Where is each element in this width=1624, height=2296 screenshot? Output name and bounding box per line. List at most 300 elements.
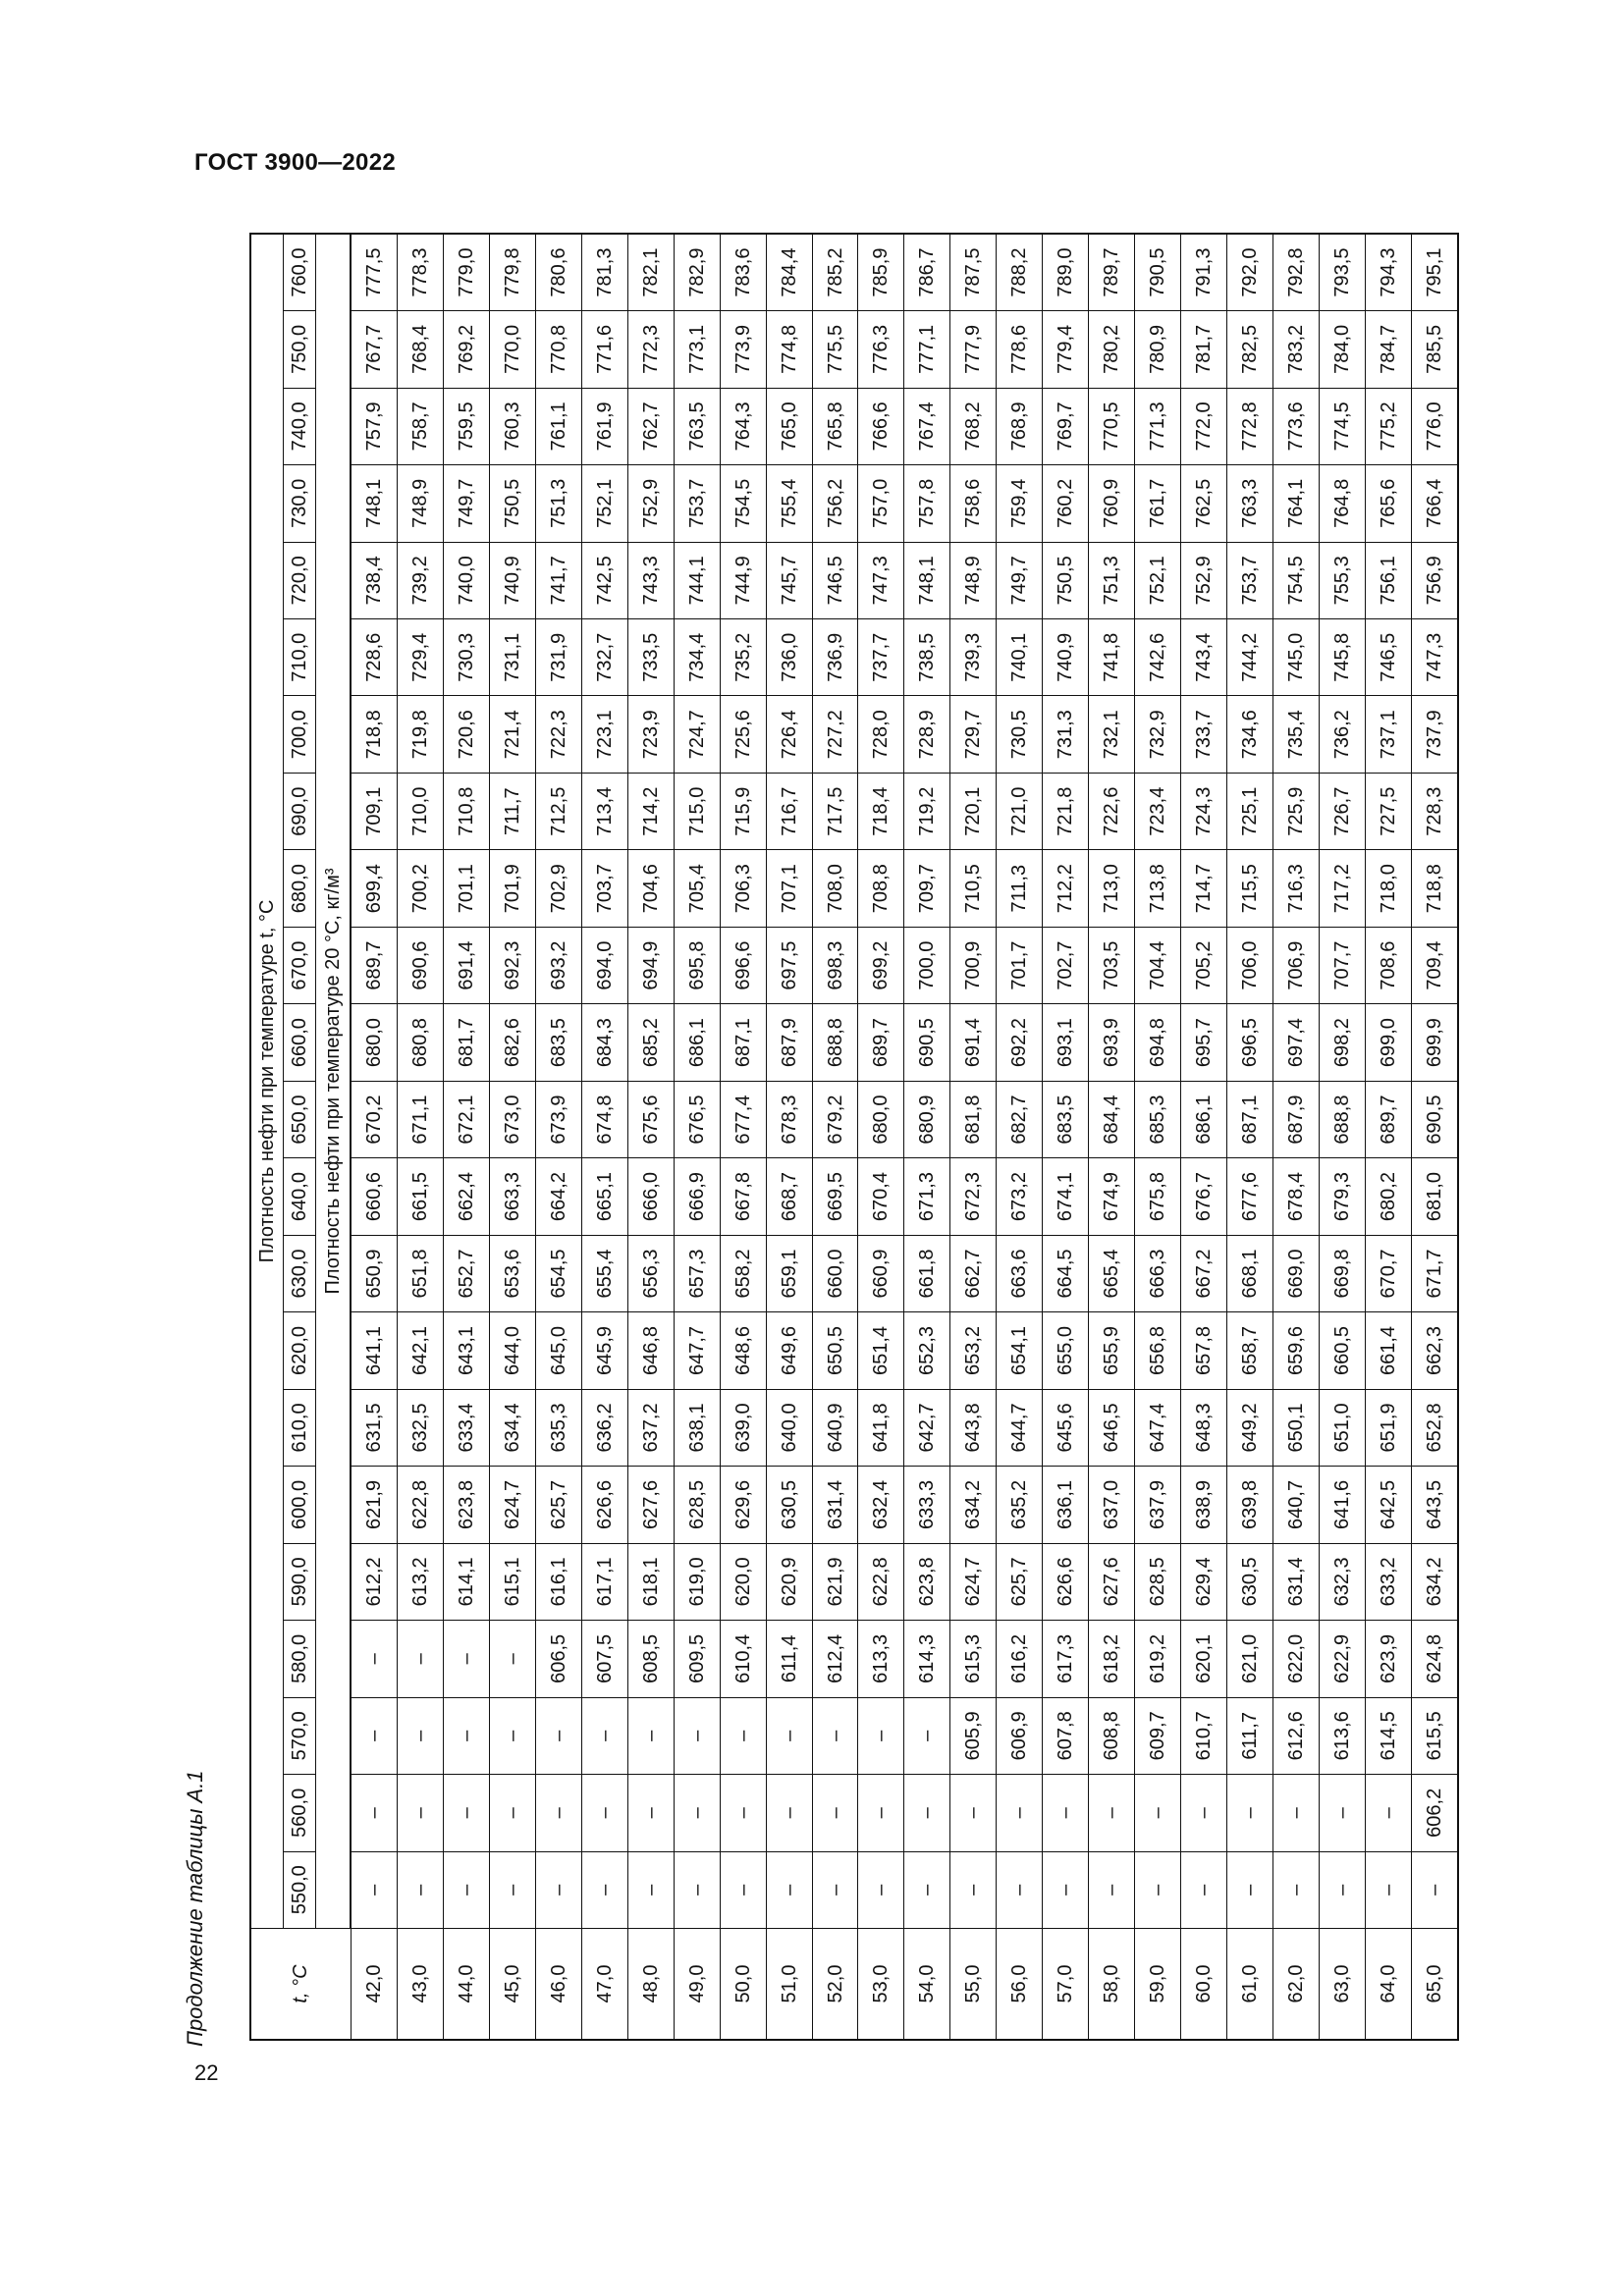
density-cell: 795,1 [1411, 234, 1458, 311]
density-cell: 769,7 [1043, 388, 1089, 464]
density-cell: 767,7 [351, 311, 397, 388]
density-cell: 787,5 [950, 234, 997, 311]
table-row [1273, 234, 1320, 2040]
density-cell: 606,9 [997, 1697, 1043, 1774]
density-cell: 708,0 [812, 850, 858, 927]
density-cell: 650,5 [812, 1312, 858, 1389]
density-cell: 660,5 [1320, 1312, 1366, 1389]
density-cell: 721,0 [997, 773, 1043, 849]
density-cell: 741,8 [1089, 619, 1135, 696]
density-cell: 775,5 [812, 311, 858, 388]
density-column-header: 680,0 [284, 850, 316, 927]
density-cell: 647,4 [1135, 1389, 1181, 1466]
density-cell: 691,4 [950, 1004, 997, 1081]
density-cell: 650,1 [1273, 1389, 1320, 1466]
temperature-cell: 64,0 [1365, 1929, 1411, 2041]
density-cell: 662,7 [950, 1235, 997, 1311]
density-cell: 780,2 [1089, 311, 1135, 388]
density-cell: 737,1 [1365, 696, 1411, 773]
density-cell: 646,5 [1089, 1389, 1135, 1466]
density-cell: 714,2 [627, 773, 674, 849]
header-row-group [250, 234, 284, 2040]
density-cell: – [1227, 1851, 1273, 1928]
density-cell: 667,2 [1181, 1235, 1227, 1311]
density-cell: 783,6 [720, 234, 766, 311]
density-cell: 629,4 [1181, 1543, 1227, 1620]
density-cell: 713,8 [1135, 850, 1181, 927]
density-cell: 606,5 [535, 1621, 581, 1697]
density-cell: 694,9 [627, 927, 674, 1003]
density-cell: 637,0 [1089, 1467, 1135, 1543]
density-cell: – [766, 1851, 812, 1928]
table-row [1365, 234, 1411, 2040]
density-column-header: 600,0 [284, 1467, 316, 1543]
density-cell: 692,3 [489, 927, 535, 1003]
density-table [249, 233, 1459, 2041]
density-cell: 674,1 [1043, 1158, 1089, 1235]
density-cell: 666,3 [1135, 1235, 1181, 1311]
density-cell: 669,5 [812, 1158, 858, 1235]
density-cell: 728,9 [904, 696, 950, 773]
density-cell: – [443, 1851, 489, 1928]
density-cell: 789,0 [1043, 234, 1089, 311]
density-cell: 706,9 [1273, 927, 1320, 1003]
density-cell: 677,6 [1227, 1158, 1273, 1235]
density-cell: 769,2 [443, 311, 489, 388]
density-cell: 662,3 [1411, 1312, 1458, 1389]
density-cell: 658,2 [720, 1235, 766, 1311]
density-cell: 663,3 [489, 1158, 535, 1235]
density-cell: 613,3 [858, 1621, 904, 1697]
density-cell: 693,9 [1089, 1004, 1135, 1081]
density-cell: 757,8 [904, 465, 950, 542]
density-cell: 661,5 [397, 1158, 443, 1235]
density-cell: 633,4 [443, 1389, 489, 1466]
table-row [351, 234, 397, 2040]
density-cell: – [812, 1775, 858, 1851]
density-cell: – [858, 1851, 904, 1928]
density-cell: 782,1 [627, 234, 674, 311]
density-cell: 784,0 [1320, 311, 1366, 388]
density-cell: 611,4 [766, 1621, 812, 1697]
density-cell: 655,0 [1043, 1312, 1089, 1389]
density-cell: 682,6 [489, 1004, 535, 1081]
density-cell: 621,9 [351, 1467, 397, 1543]
density-cell: 725,6 [720, 696, 766, 773]
density-cell: 709,4 [1411, 927, 1458, 1003]
density-cell: 684,3 [581, 1004, 627, 1081]
density-cell: 643,1 [443, 1312, 489, 1389]
density-cell: 784,7 [1365, 311, 1411, 388]
density-cell: – [397, 1775, 443, 1851]
density-cell: 656,8 [1135, 1312, 1181, 1389]
density-cell: 675,6 [627, 1081, 674, 1157]
density-cell: 651,4 [858, 1312, 904, 1389]
density-cell: – [535, 1697, 581, 1774]
density-cell: 726,4 [766, 696, 812, 773]
density-cell: 757,9 [351, 388, 397, 464]
density-subheader: Плотность нефти при температуре 20 °C, кг/м³ [316, 234, 352, 1929]
density-cell: 739,2 [397, 542, 443, 618]
density-cell: 678,4 [1273, 1158, 1320, 1235]
density-cell: 653,6 [489, 1235, 535, 1311]
density-cell: 684,4 [1089, 1081, 1135, 1157]
density-cell: 705,2 [1181, 927, 1227, 1003]
density-cell: 742,5 [581, 542, 627, 618]
density-cell: 681,0 [1411, 1158, 1458, 1235]
density-cell: – [1273, 1775, 1320, 1851]
density-cell: 642,1 [397, 1312, 443, 1389]
density-cell: 788,2 [997, 234, 1043, 311]
density-cell: 725,9 [1273, 773, 1320, 849]
density-column-header: 660,0 [284, 1004, 316, 1081]
density-cell: 730,3 [443, 619, 489, 696]
density-cell: 755,3 [1320, 542, 1366, 618]
density-cell: – [351, 1621, 397, 1697]
density-cell: 721,8 [1043, 773, 1089, 849]
density-cell: 729,7 [950, 696, 997, 773]
density-cell: 738,4 [351, 542, 397, 618]
density-cell: 682,7 [997, 1081, 1043, 1157]
density-cell: 726,7 [1320, 773, 1366, 849]
density-cell: 608,8 [1089, 1697, 1135, 1774]
density-cell: – [950, 1851, 997, 1928]
density-cell: 635,3 [535, 1389, 581, 1466]
density-cell: 692,2 [997, 1004, 1043, 1081]
density-cell: – [904, 1697, 950, 1774]
density-cell: – [489, 1621, 535, 1697]
table-row [489, 234, 535, 2040]
density-cell: 644,0 [489, 1312, 535, 1389]
temperature-cell: 59,0 [1135, 1929, 1181, 2041]
density-cell: 643,8 [950, 1389, 997, 1466]
density-cell: 638,9 [1181, 1467, 1227, 1543]
density-cell: 770,0 [489, 311, 535, 388]
density-cell: 740,1 [997, 619, 1043, 696]
density-cell: 671,7 [1411, 1235, 1458, 1311]
table-row [1135, 234, 1181, 2040]
table-row [1043, 234, 1089, 2040]
density-cell: 687,9 [766, 1004, 812, 1081]
density-cell: 750,5 [1043, 542, 1089, 618]
density-cell: 791,3 [1181, 234, 1227, 311]
table-row [535, 234, 581, 2040]
table-row [443, 234, 489, 2040]
density-cell: 615,1 [489, 1543, 535, 1620]
density-cell: 674,9 [1089, 1158, 1135, 1235]
table-row [1227, 234, 1273, 2040]
density-cell: 612,2 [351, 1543, 397, 1620]
density-cell: 729,4 [397, 619, 443, 696]
density-cell: 693,2 [535, 927, 581, 1003]
density-cell: 701,1 [443, 850, 489, 927]
density-cell: 728,3 [1411, 773, 1458, 849]
density-cell: 631,4 [812, 1467, 858, 1543]
density-cell: 764,1 [1273, 465, 1320, 542]
density-cell: 630,5 [1227, 1543, 1273, 1620]
density-cell: 747,3 [1411, 619, 1458, 696]
density-cell: 746,5 [812, 542, 858, 618]
density-cell: 773,1 [674, 311, 720, 388]
density-cell: 752,1 [581, 465, 627, 542]
density-cell: 778,6 [997, 311, 1043, 388]
density-cell: 639,8 [1227, 1467, 1273, 1543]
density-cell: 717,2 [1320, 850, 1366, 927]
density-cell: 644,7 [997, 1389, 1043, 1466]
density-cell: 626,6 [581, 1467, 627, 1543]
density-cell: 609,7 [1135, 1697, 1181, 1774]
density-cell: 658,7 [1227, 1312, 1273, 1389]
density-cell: 651,8 [397, 1235, 443, 1311]
density-cell: 656,3 [627, 1235, 674, 1311]
density-cell: 722,6 [1089, 773, 1135, 849]
table-row [397, 234, 443, 2040]
temperature-cell: 60,0 [1181, 1929, 1227, 2041]
density-cell: 735,2 [720, 619, 766, 696]
density-cell: 667,8 [720, 1158, 766, 1235]
density-cell: 690,5 [904, 1004, 950, 1081]
temperature-cell: 56,0 [997, 1929, 1043, 2041]
density-cell: 613,6 [1320, 1697, 1366, 1774]
density-cell: 794,3 [1365, 234, 1411, 311]
density-cell: – [812, 1851, 858, 1928]
table-row [904, 234, 950, 2040]
density-cell: 633,2 [1365, 1543, 1411, 1620]
density-cell: – [443, 1775, 489, 1851]
density-cell: 780,6 [535, 234, 581, 311]
density-cell: – [997, 1851, 1043, 1928]
density-cell: 760,2 [1043, 465, 1089, 542]
density-cell: – [351, 1851, 397, 1928]
temperature-cell: 54,0 [904, 1929, 950, 2041]
density-cell: 748,9 [397, 465, 443, 542]
density-cell: 761,7 [1135, 465, 1181, 542]
density-cell: 614,1 [443, 1543, 489, 1620]
density-cell: – [812, 1697, 858, 1774]
density-cell: 774,8 [766, 311, 812, 388]
density-cell: 607,8 [1043, 1697, 1089, 1774]
density-cell: – [535, 1775, 581, 1851]
density-cell: – [720, 1775, 766, 1851]
density-cell: 712,2 [1043, 850, 1089, 927]
density-cell: 680,9 [904, 1081, 950, 1157]
density-cell: 645,0 [535, 1312, 581, 1389]
density-cell: 622,8 [858, 1543, 904, 1620]
density-cell: 642,7 [904, 1389, 950, 1466]
density-cell: – [1089, 1851, 1135, 1928]
density-cell: 686,1 [1181, 1081, 1227, 1157]
density-cell: 616,1 [535, 1543, 581, 1620]
temperature-column-header: t, °C [250, 1929, 351, 2041]
density-column-header: 630,0 [284, 1235, 316, 1311]
temperature-cell: 43,0 [397, 1929, 443, 2041]
density-cell: 716,7 [766, 773, 812, 849]
density-cell: 652,8 [1411, 1389, 1458, 1466]
density-cell: – [1273, 1851, 1320, 1928]
density-cell: 786,7 [904, 234, 950, 311]
density-cell: 725,1 [1227, 773, 1273, 849]
density-cell: 702,7 [1043, 927, 1089, 1003]
density-cell: 618,1 [627, 1543, 674, 1620]
temperature-cell: 53,0 [858, 1929, 904, 2041]
density-cell: 723,9 [627, 696, 674, 773]
density-cell: 731,3 [1043, 696, 1089, 773]
density-cell: 703,7 [581, 850, 627, 927]
density-cell: 670,2 [351, 1081, 397, 1157]
density-cell: – [1411, 1851, 1458, 1928]
table-row [581, 234, 627, 2040]
density-cell: – [397, 1697, 443, 1774]
density-cell: 758,7 [397, 388, 443, 464]
density-column-header: 670,0 [284, 927, 316, 1003]
table-row [1089, 234, 1135, 2040]
density-cell: 672,3 [950, 1158, 997, 1235]
density-cell: 765,0 [766, 388, 812, 464]
density-cell: 730,5 [997, 696, 1043, 773]
density-cell: 766,4 [1411, 465, 1458, 542]
density-cell: 745,0 [1273, 619, 1320, 696]
density-cell: 718,4 [858, 773, 904, 849]
density-cell: 673,0 [489, 1081, 535, 1157]
density-cell: 697,4 [1273, 1004, 1320, 1081]
density-cell: 679,3 [1320, 1158, 1366, 1235]
density-cell: 733,5 [627, 619, 674, 696]
density-cell: 669,0 [1273, 1235, 1320, 1311]
density-cell: 623,8 [443, 1467, 489, 1543]
density-cell: 736,0 [766, 619, 812, 696]
density-cell: 636,2 [581, 1389, 627, 1466]
table-caption: Продолжение таблицы А.1 [183, 1770, 207, 2047]
temperature-cell: 57,0 [1043, 1929, 1089, 2041]
density-cell: – [489, 1851, 535, 1928]
density-cell: 690,5 [1411, 1081, 1458, 1157]
density-cell: 752,9 [1181, 542, 1227, 618]
temperature-cell: 50,0 [720, 1929, 766, 2041]
density-cell: 622,0 [1273, 1621, 1320, 1697]
density-cell: 719,2 [904, 773, 950, 849]
density-cell: – [443, 1697, 489, 1774]
density-cell: 766,6 [858, 388, 904, 464]
density-column-header: 560,0 [284, 1775, 316, 1851]
density-cell: 675,8 [1135, 1158, 1181, 1235]
density-cell: 715,5 [1227, 850, 1273, 927]
density-cell: 779,4 [1043, 311, 1089, 388]
table-row [1411, 234, 1458, 2040]
density-cell: 689,7 [1365, 1081, 1411, 1157]
density-cell: 718,8 [1411, 850, 1458, 927]
density-cell: 672,1 [443, 1081, 489, 1157]
density-cell: 695,8 [674, 927, 720, 1003]
density-cell: 710,5 [950, 850, 997, 927]
density-cell: 610,7 [1181, 1697, 1227, 1774]
density-cell: 748,1 [904, 542, 950, 618]
density-column-header: 640,0 [284, 1158, 316, 1235]
density-cell: 723,1 [581, 696, 627, 773]
density-cell: – [351, 1697, 397, 1774]
density-cell: 624,7 [950, 1543, 997, 1620]
density-cell: 781,3 [581, 234, 627, 311]
density-cell: 688,8 [1320, 1081, 1366, 1157]
density-cell: 743,4 [1181, 619, 1227, 696]
density-cell: 680,2 [1365, 1158, 1411, 1235]
density-cell: 691,4 [443, 927, 489, 1003]
temperature-cell: 49,0 [674, 1929, 720, 2041]
density-cell: 753,7 [1227, 542, 1273, 618]
density-cell: 718,0 [1365, 850, 1411, 927]
density-cell: 709,7 [904, 850, 950, 927]
density-cell: 660,0 [812, 1235, 858, 1311]
density-cell: – [1043, 1851, 1089, 1928]
header-row-densities [284, 234, 316, 2040]
temperature-cell: 62,0 [1273, 1929, 1320, 2041]
density-table-container [249, 233, 1459, 2041]
density-cell: 613,2 [397, 1543, 443, 1620]
density-cell: 657,3 [674, 1235, 720, 1311]
density-cell: 720,6 [443, 696, 489, 773]
density-cell: 756,2 [812, 465, 858, 542]
density-cell: 710,0 [397, 773, 443, 849]
density-cell: 751,3 [1089, 542, 1135, 618]
density-cell: 636,1 [1043, 1467, 1089, 1543]
density-cell: 664,2 [535, 1158, 581, 1235]
density-cell: 745,7 [766, 542, 812, 618]
density-cell: 640,0 [766, 1389, 812, 1466]
table-row [674, 234, 720, 2040]
density-cell: 683,5 [1043, 1081, 1089, 1157]
density-cell: 762,7 [627, 388, 674, 464]
density-cell: 744,1 [674, 542, 720, 618]
document-title: ГОСТ 3900—2022 [194, 149, 397, 176]
density-cell: 664,5 [1043, 1235, 1089, 1311]
density-cell: 776,0 [1411, 388, 1458, 464]
table-row [997, 234, 1043, 2040]
temperature-cell: 58,0 [1089, 1929, 1135, 2041]
table-row [1320, 234, 1366, 2040]
density-cell: 789,7 [1089, 234, 1135, 311]
density-column-header: 550,0 [284, 1851, 316, 1928]
density-cell: 619,2 [1135, 1621, 1181, 1697]
density-cell: 768,4 [397, 311, 443, 388]
density-cell: 621,0 [1227, 1621, 1273, 1697]
density-cell: 711,7 [489, 773, 535, 849]
density-cell: 670,7 [1365, 1235, 1411, 1311]
density-column-header: 570,0 [284, 1697, 316, 1774]
density-cell: 782,9 [674, 234, 720, 311]
density-cell: 640,9 [812, 1389, 858, 1466]
density-cell: 633,3 [904, 1467, 950, 1543]
density-cell: 634,2 [1411, 1543, 1458, 1620]
density-cell: 710,8 [443, 773, 489, 849]
temperature-cell: 46,0 [535, 1929, 581, 2041]
density-cell: 698,2 [1320, 1004, 1366, 1081]
density-cell: 790,5 [1135, 234, 1181, 311]
density-cell: 746,5 [1365, 619, 1411, 696]
density-cell: 687,9 [1273, 1081, 1320, 1157]
density-cell: 650,9 [351, 1235, 397, 1311]
density-cell: 748,9 [950, 542, 997, 618]
density-column-header: 700,0 [284, 696, 316, 773]
density-cell: 773,6 [1273, 388, 1320, 464]
density-cell: – [997, 1775, 1043, 1851]
density-cell: 768,2 [950, 388, 997, 464]
density-cell: 671,3 [904, 1158, 950, 1235]
density-cell: – [674, 1775, 720, 1851]
density-cell: 651,0 [1320, 1389, 1366, 1466]
table-row [766, 234, 812, 2040]
density-cell: 759,4 [997, 465, 1043, 542]
density-cell: 625,7 [997, 1543, 1043, 1620]
density-cell: 699,2 [858, 927, 904, 1003]
